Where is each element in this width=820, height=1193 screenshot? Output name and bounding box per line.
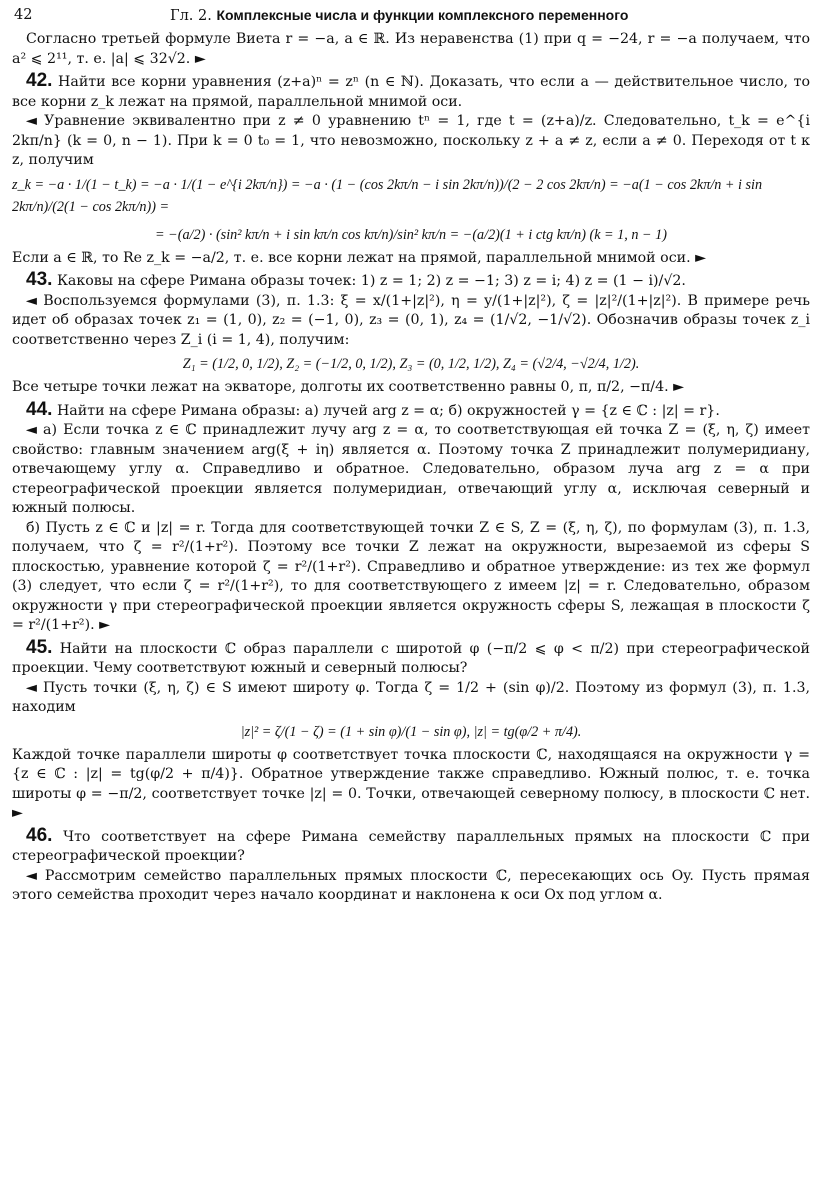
problem-46 bbox=[12, 826, 810, 867]
problem-statement: Найти на плоскости ℂ образ параллели с широтой φ (−π/2 ⩽ φ < π/2) при стереографической проекции. Чему соответствуют южный и северный полюсы? bbox=[12, 640, 810, 676]
problem-number: 45. bbox=[26, 636, 53, 658]
solution-43: ◄ Воспользуемся формулами (3), п. 1.3: ξ = x/(1+|z|²), η = y/(1+|z|²), ζ = |z|²/(1+|z|²). В примере речь идет об образах точек z₁ = (1, 0), z₂ = (−1, 0), z₃ = (0, 1), z₄ = (1/√2, −1/√2). Обозначив образы точек z_i соответственно через Z_i (i = 1, 4), получим: bbox=[12, 292, 810, 348]
solution-42: ◄ Уравнение эквивалентно при z ≠ 0 уравнению tⁿ = 1, где t = (z+a)/z. Следовательно, t_k = e^{i 2kπ/n} (k = 0, n − 1). При k = 0 t₀ = 1, что невозможно, поскольку z + a ≠ z, если a ≠ 0. Переходя от t к z, получим bbox=[12, 113, 810, 168]
solution-44a: ◄ а) Если точка z ∈ ℂ принадлежит лучу arg z = α, то соответствующая ей точка Z = (ξ, η, ζ) имеет свойство: главным значением arg(ξ + iη) является α. Поэтому точка Z принадлежит полумеридиану, отвечающему углу α. Справедливо и обратное. Следовательно, образом луча arg z = α при стереографической проекции является полумеридиан, отвечающий углу α, исключая северный и южный полюсы. bbox=[12, 422, 810, 516]
chapter-title bbox=[170, 7, 628, 24]
problem-45 bbox=[12, 638, 810, 679]
solution-43-conclusion: Все четыре точки лежат на экваторе, долготы их соответственно равны 0, π, π/2, −π/4. ► bbox=[12, 379, 685, 395]
problem-number: 46. bbox=[26, 824, 53, 846]
chapter-name: Комплексные числа и функции комплексного переменного bbox=[216, 7, 629, 23]
solution-44b: б) Пусть z ∈ ℂ и |z| = r. Тогда для соответствующей точки Z ∈ S, Z = (ξ, η, ζ), по формулам (3), п. 1.3, получаем, что ζ = r²/(1+r²). Поэтому все точки Z лежат на окружности, вырезаемой из сферы S плоскостью, уравнение которой ζ = r²/(1+r²). Справедливо и обратное утверждение: из тех же формул (3) следует, что если ζ = r²/(1+r²), то для соответствующего z имеем |z| = r. Следовательно, образом окружности γ при стереографической проекции является окружность сферы S, лежащая в плоскости ζ = r²/(1+r²). ► bbox=[12, 519, 810, 633]
solution-45-conclusion: Каждой точке параллели широты φ соответствует точка плоскости ℂ, находящаяся на окружности γ = {z ∈ ℂ : |z| = tg(φ/2 + π/4)}. Обратное утверждение также справедливо. Южный полюс, т. е. точка широты φ = −π/2, соответствует точке |z| = 0. Точки, отвечающей северному полюсу, в плоскости ℂ нет. ► bbox=[12, 746, 810, 821]
formula-zi: Z₁ = (1/2, 0, 1/2), Z₂ = (−1/2, 0, 1/2), Z₃ = (0, 1/2, 1/2), Z₄ = (√2/4, −√2/4, 1/2). bbox=[182, 356, 640, 372]
solution-46: ◄ Рассмотрим семейство параллельных прямых плоскости ℂ, пересекающих ось Oy. Пусть прямая этого семейства проходит через начало координат и наклонена к оси Ox под углом α. bbox=[12, 867, 810, 903]
chapter-label: Гл. 2. bbox=[170, 8, 212, 24]
problem-42 bbox=[12, 71, 810, 112]
problem-statement: Найти все корни уравнения (z+a)ⁿ = zⁿ (n ∈ ℕ). Доказать, что если a — действительное число, то все корни z_k лежат на прямой, параллельной мнимой оси. bbox=[12, 74, 810, 110]
running-header bbox=[12, 0, 810, 30]
solution-42-conclusion: Если a ∈ ℝ, то Re z_k = −a/2, т. е. все корни лежат на прямой, параллельной мнимой оси. ► bbox=[12, 249, 707, 266]
problem-number: 43. bbox=[26, 269, 53, 290]
paragraph-vieta: Согласно третьей формуле Виета r = −a, a ∈ ℝ. Из неравенства (1) при q = −24, r = −a получаем, что a² ⩽ 2¹¹, т. е. |a| ⩽ 32√2. ► bbox=[12, 31, 810, 67]
formula-zk-2: = −(a/2) · (sin² kπ/n + i sin kπ/n cos kπ/n)/sin² kπ/n = −(a/2)(1 + i ctg kπ/n) (k = 1, n − 1) bbox=[155, 226, 667, 243]
formula-zk-1: z_k = −a · 1/(1 − t_k) = −a · 1/(1 − e^{i 2kπ/n}) = −a · (1 − (cos 2kπ/n − i sin 2kπ/n))/(2 − 2 cos 2kπ/n) = −a(1 − cos 2kπ/n + i sin 2kπ/n)/(2(1 − cos 2kπ/n)) = bbox=[12, 176, 763, 215]
problem-number: 44. bbox=[26, 398, 53, 420]
problem-number: 42. bbox=[26, 70, 53, 91]
solution-45: ◄ Пусть точки (ξ, η, ζ) ∈ S имеют широту φ. Тогда ζ = 1/2 + (sin φ)/2. Поэтому из формул (3), п. 1.3, находим bbox=[12, 679, 810, 715]
problem-statement: Каковы на сфере Римана образы точек: 1) z = 1; 2) z = −1; 3) z = i; 4) z = (1 − i)/√2. bbox=[56, 273, 686, 289]
problem-44 bbox=[12, 400, 810, 422]
problem-43 bbox=[12, 270, 810, 292]
problem-statement: Найти на сфере Римана образы: а) лучей arg z = α; б) окружностей γ = {z ∈ ℂ : |z| = r}. bbox=[56, 402, 720, 419]
book-page bbox=[12, 0, 810, 906]
formula-modulus: |z|² = ζ/(1 − ζ) = (1 + sin φ)/(1 − sin φ), |z| = tg(φ/2 + π/4). bbox=[240, 723, 582, 740]
page-number: 42 bbox=[14, 7, 33, 23]
problem-statement: Что соответствует на сфере Римана семейству параллельных прямых на плоскости ℂ при стереографической проекции? bbox=[12, 828, 810, 864]
